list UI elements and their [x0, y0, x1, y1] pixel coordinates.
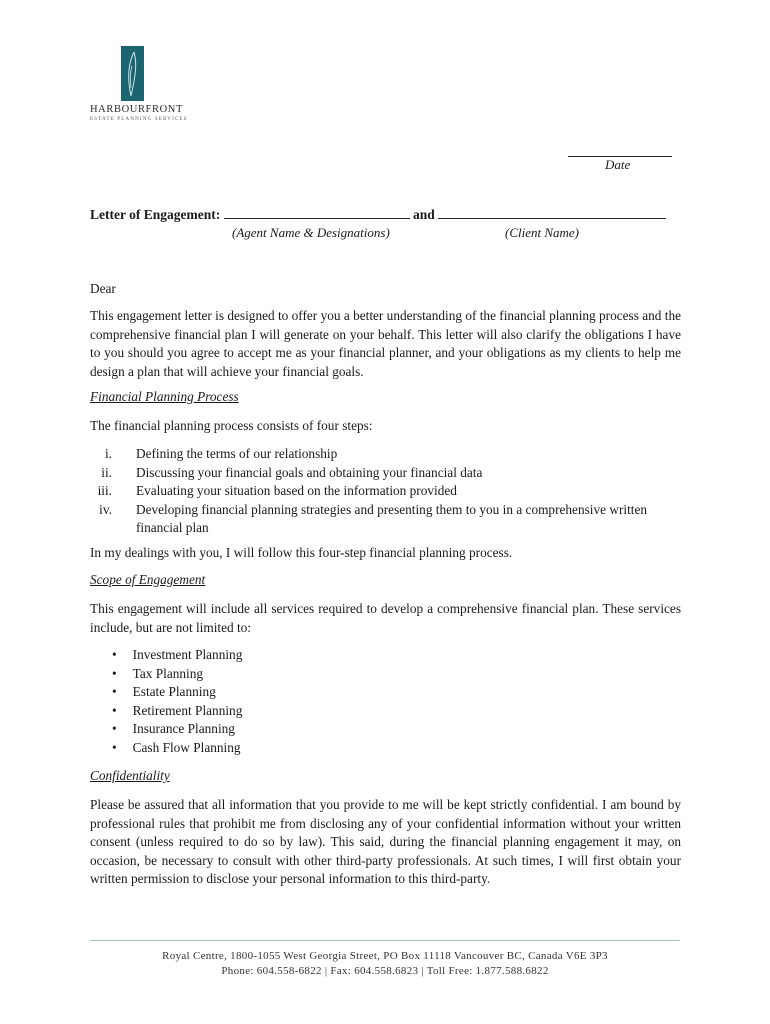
logo-emblem — [121, 46, 144, 101]
agent-caption: (Agent Name & Designations) — [232, 225, 390, 240]
confidentiality-heading: Confidentiality — [90, 768, 170, 783]
list-item: i. Defining the terms of our relationship — [104, 446, 338, 461]
bullet-icon: • — [112, 702, 117, 718]
date-label: Date — [605, 157, 631, 172]
list-item: • Investment Planning — [112, 647, 243, 662]
footer-contact: Phone: 604.558-6822 | Fax: 604.558.6823 | Toll Free: 1.877.588.6822 — [221, 965, 549, 977]
process-lead: The financial planning process consists of four steps: — [90, 418, 373, 433]
list-item: • Tax Planning — [112, 665, 204, 681]
engagement-label: Letter of Engagement: — [90, 207, 221, 222]
confidentiality-paragraph: Please be assured that all information that you provide to me will be kept strictly confidential. I am bound by professional rules that prohibit me from disclosing any of your confidential information without your written consent (unless required to do so by law). This said, during the financial planning engagement it may, on occasion, be necessary to consult with other third-party professionals. At such times, I will first obtain your written permission to disclose your personal information to this third-party. — [90, 797, 681, 886]
bullet-icon: • — [112, 739, 117, 755]
scope-heading: Scope of Engagement — [90, 572, 206, 587]
feather-icon — [121, 46, 144, 101]
footer-address: Royal Centre, 1800-1055 West Georgia Street, PO Box 11118 Vancouver BC, Canada V6E 3P3 — [162, 950, 608, 962]
list-item: • Retirement Planning — [112, 702, 243, 718]
footer-rule — [90, 940, 680, 941]
salutation: Dear — [90, 281, 116, 296]
bullet-icon: • — [112, 684, 117, 699]
logo-subtitle: ESTATE PLANNING SERVICES — [90, 117, 188, 122]
client-caption: (Client Name) — [505, 225, 580, 240]
list-item: iv. Developing financial planning strategies and presenting them to you in a comprehensive written financial plan — [99, 501, 648, 535]
bullet-icon: • — [112, 665, 117, 681]
date-line — [568, 146, 672, 157]
list-item: iii. Evaluating your situation based on the information provided — [97, 483, 457, 498]
list-item: • Cash Flow Planning — [112, 739, 241, 755]
step-list — [90, 445, 680, 538]
client-name-blank — [438, 206, 666, 219]
agent-name-blank — [224, 206, 410, 219]
bullet-icon: • — [112, 647, 117, 662]
engagement-line — [90, 206, 666, 223]
process-heading: Financial Planning Process — [90, 389, 239, 404]
engagement-connector: and — [412, 207, 435, 222]
list-item: ii. Discussing your financial goals and obtaining your financial data — [101, 464, 483, 480]
intro-paragraph: This engagement letter is designed to offer you a better understanding of the financial planning process and the comprehensive financial plan I will generate on your behalf. This letter will also clarify the obligations I have to you should you agree to accept me as your financial planner, and your obligations as my clients to help me design a plan that will achieve your financial goals. — [90, 308, 681, 379]
process-closing: In my dealings with you, I will follow this four-step financial planning process. — [90, 545, 513, 560]
list-item: • Insurance Planning — [112, 721, 235, 736]
scope-paragraph: This engagement will include all services required to develop a comprehensive financial plan. These services include, but are not limited to: — [90, 601, 681, 635]
bullet-icon: • — [112, 721, 117, 736]
services-list — [112, 646, 512, 757]
logo-name: HARBOURFRONT — [90, 104, 183, 115]
list-item: • Estate Planning — [112, 684, 216, 699]
